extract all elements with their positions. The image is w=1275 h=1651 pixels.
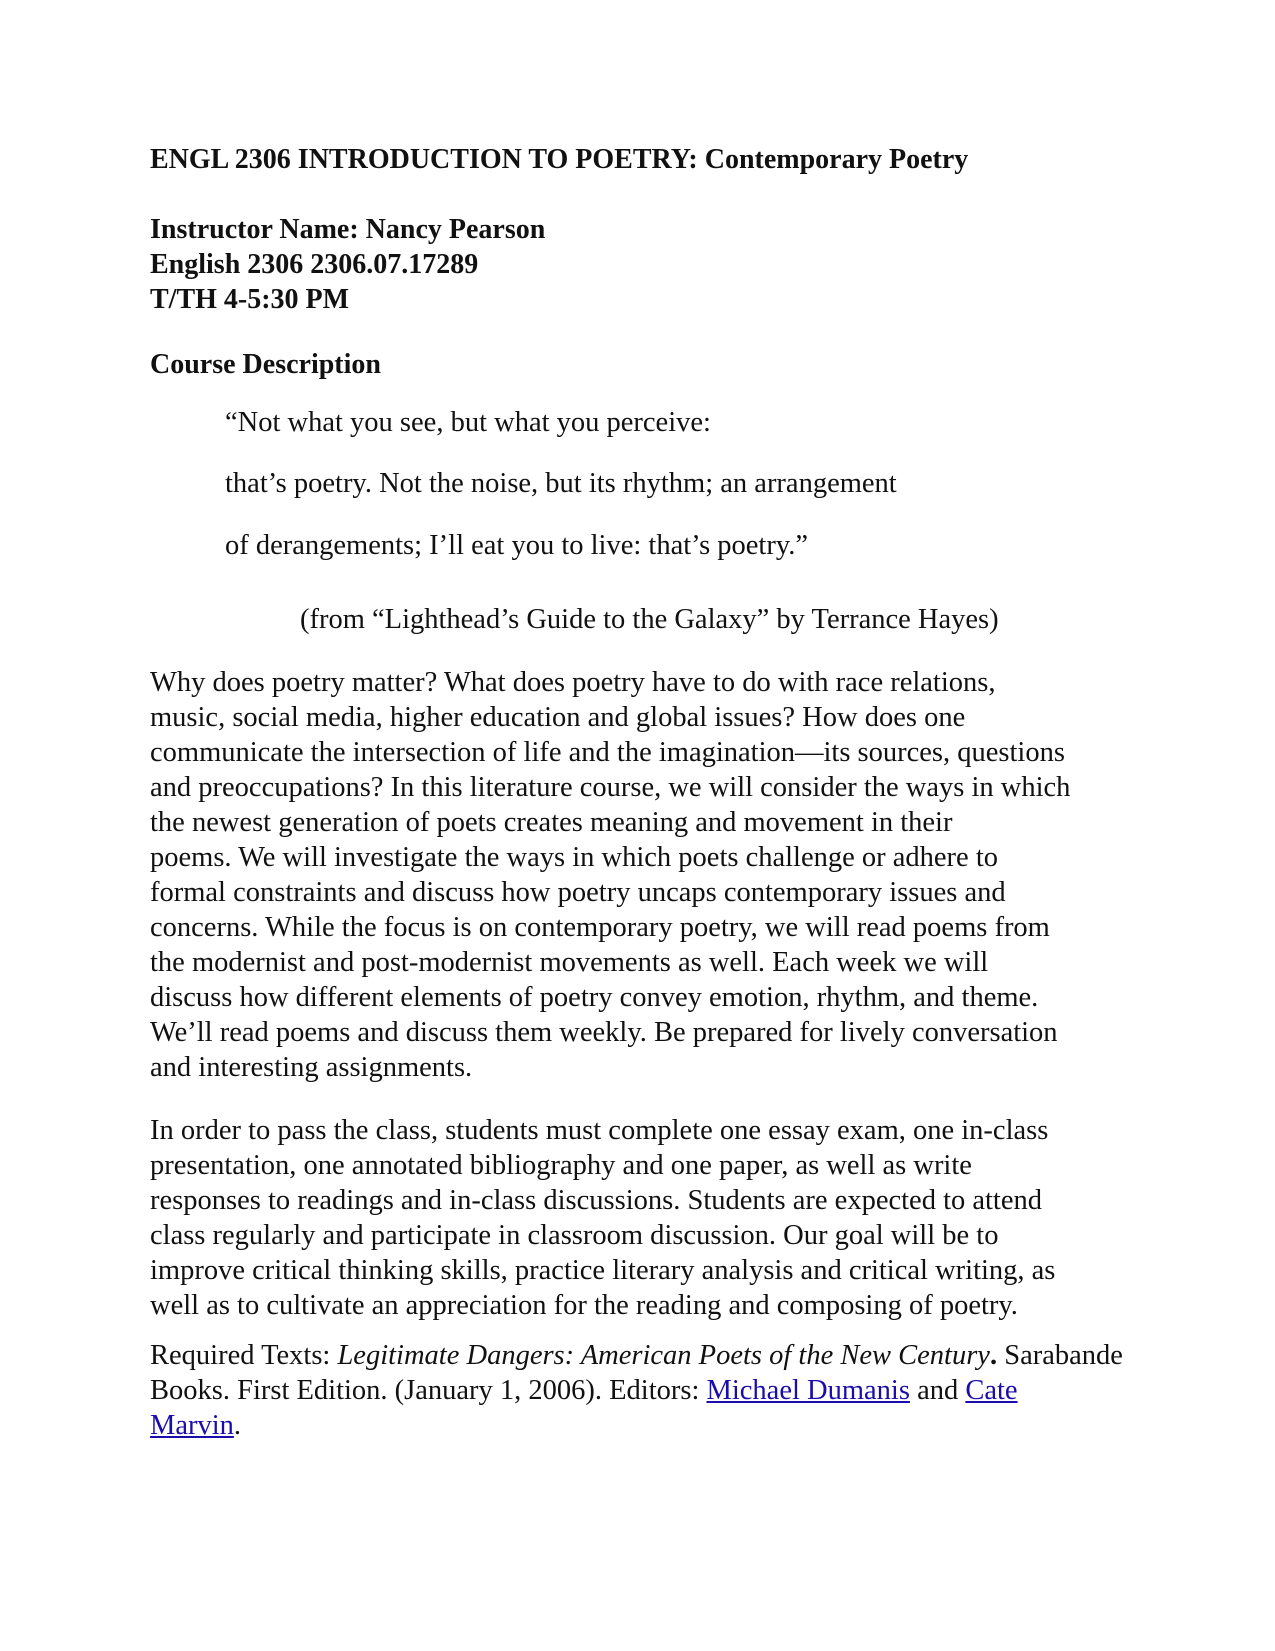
epigraph-line: “Not what you see, but what you perceive: bbox=[225, 407, 711, 438]
required-texts-line bbox=[150, 1408, 1130, 1443]
editor-link-cate-marvin[interactable]: Cate bbox=[965, 1375, 1018, 1406]
paragraph-line: the newest generation of poets creates meaning and movement in their bbox=[150, 807, 953, 838]
course-info-block bbox=[150, 212, 545, 317]
description-paragraph bbox=[150, 665, 1130, 1085]
book-title: Legitimate Dangers: American Poets of the New Century bbox=[337, 1340, 990, 1371]
paragraph-line: improve critical thinking skills, practice literary analysis and critical writing, as bbox=[150, 1255, 1056, 1286]
paragraph-line: We’ll read poems and discuss them weekly. Be prepared for lively conversation bbox=[150, 1017, 1058, 1048]
edition-details: Books. First Edition. (January 1, 2006). Editors: bbox=[150, 1375, 707, 1406]
required-texts-line bbox=[150, 1338, 1130, 1373]
epigraph-line: that’s poetry. Not the noise, but its rhythm; an arrangement bbox=[225, 468, 897, 499]
editor-conjunction: and bbox=[909, 1375, 966, 1406]
editor-link-michael-dumanis[interactable]: Michael Dumanis bbox=[706, 1375, 910, 1406]
paragraph-line: formal constraints and discuss how poetry uncaps contemporary issues and bbox=[150, 877, 1006, 908]
course-title: ENGL 2306 INTRODUCTION TO POETRY: Contemporary Poetry bbox=[150, 144, 969, 175]
instructor-name: Instructor Name: Nancy Pearson bbox=[150, 214, 546, 245]
paragraph-line: poems. We will investigate the ways in which poets challenge or adhere to bbox=[150, 842, 998, 873]
paragraph-line: the modernist and post-modernist movements as well. Each week we will bbox=[150, 947, 989, 978]
paragraph-line: responses to readings and in-class discussions. Students are expected to attend bbox=[150, 1185, 1043, 1216]
paragraph-line: concerns. While the focus is on contemporary poetry, we will read poems from bbox=[150, 912, 1050, 943]
required-texts-paragraph bbox=[150, 1338, 1130, 1443]
paragraph-line: presentation, one annotated bibliography and one paper, as well as write bbox=[150, 1150, 972, 1181]
paragraph-line: Why does poetry matter? What does poetry have to do with race relations, bbox=[150, 667, 996, 698]
paragraph-line: and interesting assignments. bbox=[150, 1052, 473, 1083]
epigraph-line: of derangements; I’ll eat you to live: that’s poetry.” bbox=[225, 530, 809, 561]
publisher-name: Sarabande bbox=[997, 1340, 1123, 1371]
course-number: English 2306 2306.07.17289 bbox=[150, 249, 479, 280]
epigraph-attribution: (from “Lighthead’s Guide to the Galaxy” by Terrance Hayes) bbox=[300, 604, 999, 635]
requirements-paragraph bbox=[150, 1113, 1130, 1323]
paragraph-line: music, social media, higher education and global issues? How does one bbox=[150, 702, 966, 733]
paragraph-line: and preoccupations? In this literature course, we will consider the ways in which bbox=[150, 772, 1071, 803]
required-texts-line bbox=[150, 1373, 1130, 1408]
closing-period: . bbox=[233, 1410, 242, 1441]
editor-link-cate-marvin-continued[interactable]: Marvin bbox=[150, 1410, 234, 1441]
paragraph-line: class regularly and participate in classroom discussion. Our goal will be to bbox=[150, 1220, 999, 1251]
paragraph-line: In order to pass the class, students must complete one essay exam, one in-class bbox=[150, 1115, 1049, 1146]
paragraph-line: discuss how different elements of poetry convey emotion, rhythm, and theme. bbox=[150, 982, 1039, 1013]
section-heading-course-description: Course Description bbox=[150, 349, 381, 380]
required-texts-label: Required Texts: bbox=[150, 1340, 338, 1371]
class-schedule: T/TH 4-5:30 PM bbox=[150, 284, 350, 315]
paragraph-line: communicate the intersection of life and the imagination—its sources, questions bbox=[150, 737, 1065, 768]
paragraph-line: well as to cultivate an appreciation for the reading and composing of poetry. bbox=[150, 1290, 1018, 1321]
book-title-period: . bbox=[989, 1340, 998, 1371]
